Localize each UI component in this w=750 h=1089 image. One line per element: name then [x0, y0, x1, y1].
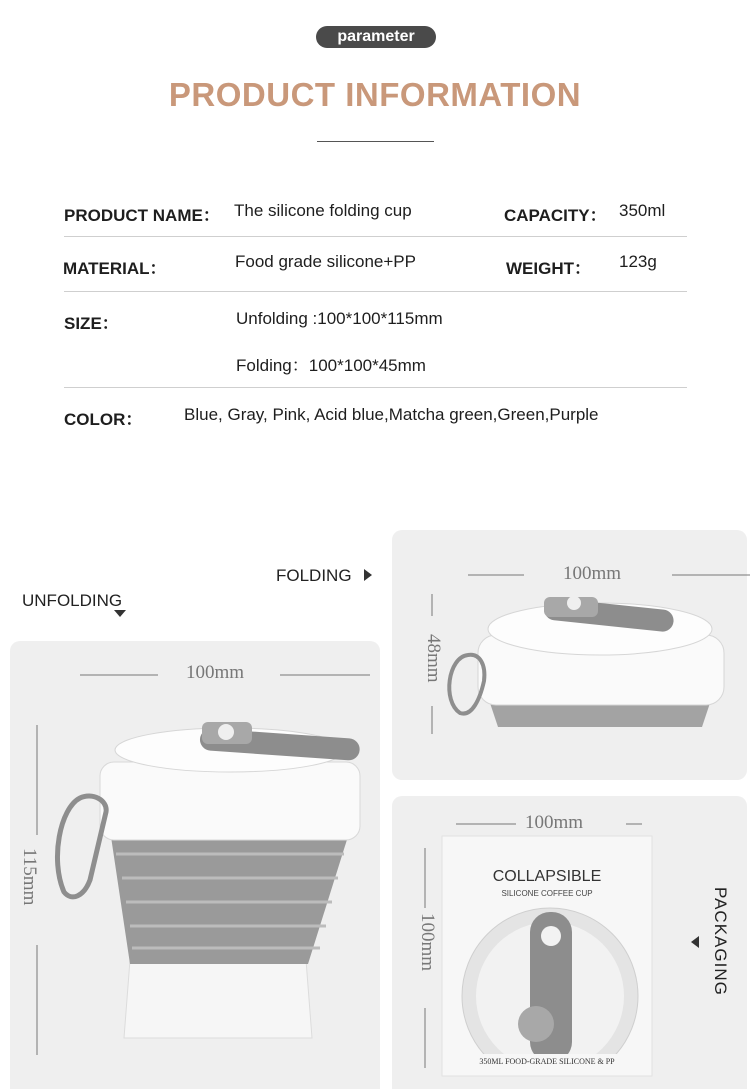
capacity-label: CAPACITY：	[504, 206, 607, 225]
size-unfolding-value: Unfolding :100*100*115mm	[236, 309, 443, 328]
parameter-badge: parameter	[316, 26, 436, 48]
material-value: Food grade silicone+PP	[235, 252, 416, 271]
size-folding-value: Folding：100*100*45mm	[236, 356, 426, 375]
packaging-height-label: 100mm	[417, 913, 438, 972]
packaging-width-label: 100mm	[525, 812, 584, 833]
unfolding-height-label: 115mm	[19, 848, 40, 906]
product-name-label: PRODUCT NAME：	[64, 206, 220, 225]
title-divider	[317, 141, 434, 142]
color-label: COLOR：	[64, 410, 143, 429]
color-value: Blue, Gray, Pink, Acid blue,Matcha green,Green,Purple	[184, 405, 599, 424]
folding-width-label: 100mm	[563, 563, 622, 584]
material-label: MATERIAL：	[63, 259, 167, 278]
page-title: PRODUCT INFORMATION	[168, 76, 582, 113]
triangle-right-icon	[364, 569, 372, 581]
size-label: SIZE：	[64, 314, 119, 333]
box-footer: 350ML FOOD-GRADE SILICONE & PP	[479, 1057, 615, 1066]
spec-divider	[64, 291, 687, 292]
triangle-left-icon	[691, 936, 699, 948]
spec-divider	[64, 236, 687, 237]
box-title: COLLAPSIBLE	[492, 868, 602, 885]
weight-value: 123g	[619, 252, 657, 271]
box-subtitle: SILICONE COFFEE CUP	[501, 889, 593, 898]
folding-height-label: 48mm	[423, 634, 444, 683]
spec-divider	[64, 387, 687, 388]
unfolded-cup-illustration	[50, 720, 340, 1050]
capacity-value: 350ml	[619, 201, 666, 220]
triangle-down-icon	[114, 610, 126, 618]
unfolding-caption: UNFOLDING	[22, 591, 123, 610]
folded-cup-illustration	[440, 595, 730, 745]
folding-caption: FOLDING	[276, 566, 352, 585]
packaging-caption: PACKAGING	[711, 887, 730, 996]
unfolding-width-label: 100mm	[186, 662, 245, 683]
weight-label: WEIGHT：	[506, 259, 591, 278]
product-name-value: The silicone folding cup	[234, 201, 412, 220]
